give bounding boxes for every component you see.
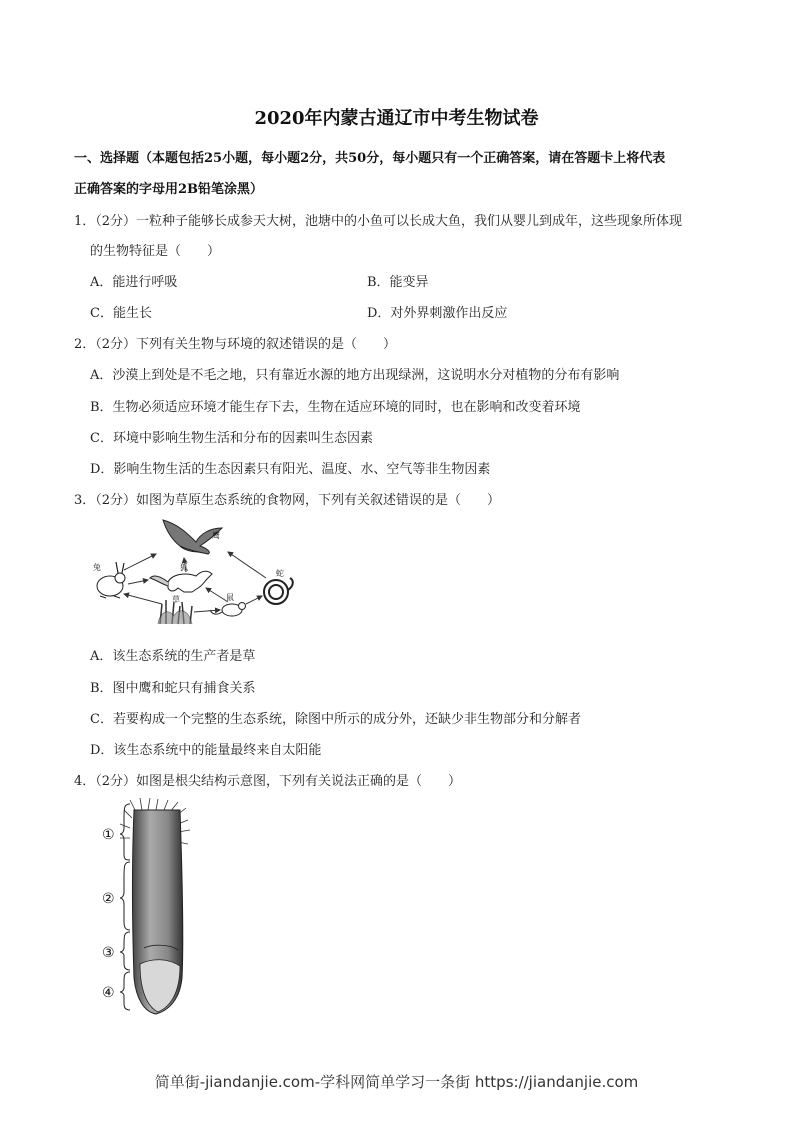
q2-option-c: C．环境中影响生物生活和分布的因素叫生态因素 — [90, 431, 373, 446]
eagle-label: 鹰 — [212, 531, 220, 540]
fox-icon — [150, 571, 212, 592]
footer-watermark: 简单街-jiandanjie.com-学科网简单学习一条街 https://jiandanjie.com — [154, 1073, 639, 1091]
mouse-label: 鼠 — [226, 593, 234, 602]
q2-option-b: B．生物必须适应环境才能生存下去，生物在适应环境的同时，也在影响和改变着环境 — [90, 400, 581, 415]
label-zone-2: ② — [102, 891, 115, 907]
q1-stem: 1．（2分）一粒种子能够长成参天大树，池塘中的小鱼可以长成大鱼，我们从婴儿到成年，这些现象所体现 — [74, 214, 683, 229]
q3-stem: 3．（2分）如图为草原生态系统的食物网，下列有关叙述错误的是（ ） — [74, 493, 501, 508]
q3-option-c: C．若要构成一个完整的生态系统，除图中所示的成分外，还缺少非生物部分和分解者 — [90, 712, 581, 727]
label-zone-3: ③ — [102, 945, 115, 961]
label-zone-1: ① — [102, 827, 115, 843]
section-heading: 一、选择题（本题包括25小题，每小题2分，共50分，每小题只有一个正确答案，请在答题卡上将代表 — [74, 151, 666, 166]
q3-option-b: B．图中鹰和蛇只有捕食关系 — [90, 681, 256, 696]
q2-option-a: A．沙漠上到处是不毛之地，只有靠近水源的地方出现绿洲，这说明水分对植物的分布有影响 — [90, 368, 620, 383]
q3-option-d: D．该生态系统中的能量最终来自太阳能 — [90, 743, 322, 758]
label-zone-4: ④ — [102, 985, 115, 1001]
q3-option-a: A．该生态系统的生产者是草 — [90, 649, 256, 664]
fox-label: 狐 — [180, 563, 188, 572]
mouse-icon — [210, 603, 246, 617]
q1-option-a: A．能进行呼吸 — [90, 275, 178, 290]
region-brackets — [120, 804, 130, 1010]
food-web-figure — [88, 512, 310, 627]
page-title: 2020年内蒙古通辽市中考生物试卷 — [254, 108, 539, 129]
q1-option-b: B．能变异 — [367, 275, 429, 290]
q2-stem: 2．（2分）下列有关生物与环境的叙述错误的是（ ） — [74, 337, 397, 352]
q1-option-c: C．能生长 — [90, 306, 152, 321]
q4-stem: 4．（2分）如图是根尖结构示意图，下列有关说法正确的是（ ） — [74, 774, 462, 789]
rabbit-label: 兔 — [93, 563, 101, 572]
snake-label: 蛇 — [276, 569, 284, 578]
q1-stem-cont: 的生物特征是（ ） — [90, 244, 221, 259]
snake-icon — [264, 578, 293, 604]
root-tip-figure — [96, 798, 208, 1020]
section-heading-cont: 正确答案的字母用2B铅笔涂黑） — [74, 182, 264, 197]
q2-option-d: D．影响生物生活的生态因素只有阳光、温度、水、空气等非生物因素 — [90, 462, 491, 477]
grass-label: 草 — [172, 595, 180, 604]
q1-option-d: D．对外界刺激作出反应 — [367, 306, 508, 321]
rabbit-icon — [97, 562, 125, 598]
